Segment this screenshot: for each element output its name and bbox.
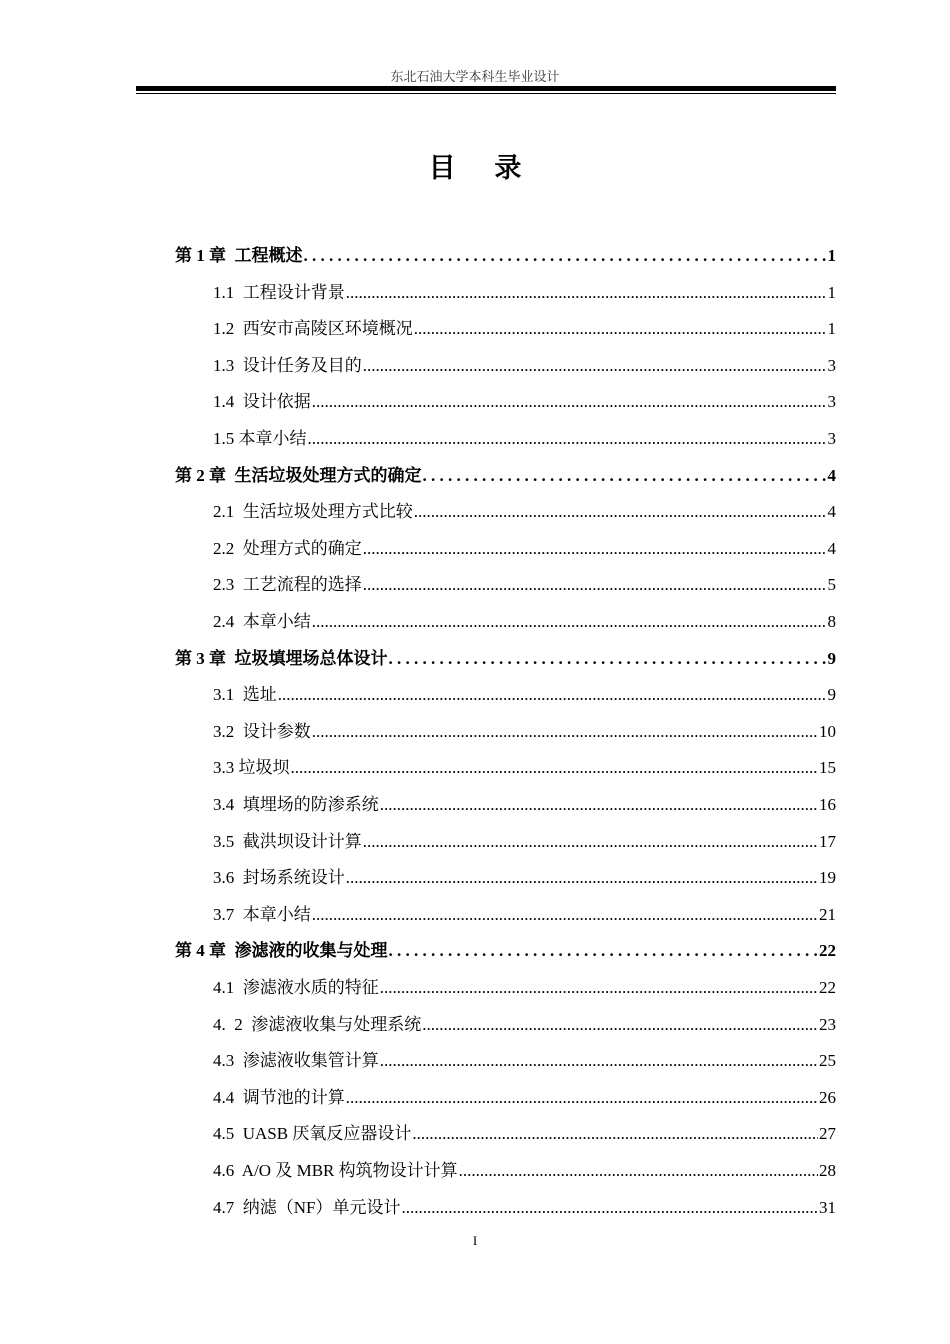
toc-entry-label: 4. 2 渗滤液收集与处理系统 — [213, 1014, 422, 1034]
toc-dot-leader — [401, 1195, 818, 1221]
toc-entry-page: 3 — [827, 392, 836, 412]
toc-dot-leader — [380, 975, 818, 1001]
toc-entry-page: 27 — [819, 1124, 836, 1144]
toc-section-entry[interactable] — [213, 792, 836, 818]
toc-section-entry[interactable] — [213, 755, 836, 781]
toc-entry-page: 31 — [819, 1197, 836, 1217]
toc-entry-page: 4 — [827, 538, 836, 558]
toc-entry-page: 22 — [819, 978, 836, 997]
toc-dot-leader — [346, 865, 818, 891]
toc-entry-page: 19 — [819, 868, 836, 888]
running-header: 东北石油大学本科生毕业设计 — [390, 69, 560, 84]
toc-section-entry[interactable] — [213, 280, 836, 306]
toc-section-entry[interactable] — [213, 1158, 836, 1184]
toc-entry-label: 第 1 章 工程概述 — [175, 246, 303, 265]
toc-section-entry[interactable] — [213, 499, 836, 525]
toc-chapter-entry[interactable] — [175, 243, 836, 269]
toc-dot-leader — [346, 1085, 818, 1111]
toc-section-entry[interactable] — [213, 609, 836, 635]
toc-entry-label: 3.3 垃圾坝 — [213, 758, 290, 778]
toc-entry-label: 2.3 工艺流程的选择 — [213, 575, 362, 595]
toc-dot-leader — [380, 1048, 818, 1074]
toc-dot-leader — [414, 316, 827, 342]
toc-section-entry[interactable] — [213, 572, 836, 598]
toc-dot-leader — [312, 719, 818, 745]
toc-section-entry[interactable] — [213, 1195, 836, 1221]
header-rule-thin — [136, 93, 836, 94]
toc-entry-page: 3 — [827, 429, 836, 448]
toc-entry-label: 1.2 西安市高陵区环境概况 — [213, 319, 413, 339]
toc-section-entry[interactable] — [213, 829, 836, 855]
toc-entry-page: 15 — [819, 758, 836, 778]
toc-entry-page: 4 — [827, 465, 836, 485]
toc-entry-page: 1 — [827, 246, 836, 265]
toc-entry-page: 26 — [819, 1087, 836, 1107]
toc-entry-page: 16 — [819, 795, 836, 814]
toc-dot-leader — [380, 792, 818, 818]
toc-entry-page: 28 — [819, 1161, 836, 1180]
toc-entry-page: 23 — [819, 1014, 836, 1034]
toc-section-entry[interactable] — [213, 536, 836, 562]
toc-dot-leader — [291, 755, 819, 781]
toc-dot-leader — [363, 536, 827, 562]
toc-entry-page: 1 — [827, 319, 836, 339]
toc-title: 目 录 — [428, 153, 538, 183]
toc-dot-leader — [412, 1121, 818, 1147]
toc-entry-page: 21 — [819, 904, 836, 924]
toc-section-entry[interactable] — [213, 975, 836, 1001]
toc-entry-page: 8 — [827, 612, 836, 631]
toc-entry-page: 9 — [827, 685, 836, 705]
toc-entry-label: 2.1 生活垃圾处理方式比较 — [213, 502, 413, 522]
toc-entry-label: 4.6 A/O 及 MBR 构筑物设计计算 — [213, 1161, 458, 1180]
toc-entry-label: 3.6 封场系统设计 — [213, 868, 345, 888]
toc-entry-page: 4 — [827, 502, 836, 522]
toc-section-entry[interactable] — [213, 389, 836, 415]
toc-dot-leader — [346, 280, 827, 306]
toc-chapter-entry[interactable] — [175, 938, 836, 964]
toc-dot-leader — [423, 463, 827, 489]
page-number: I — [472, 1233, 478, 1248]
header-rule-thick — [136, 86, 836, 91]
toc-section-entry[interactable] — [213, 719, 836, 745]
toc-section-entry[interactable] — [213, 1012, 836, 1038]
toc-dot-leader — [363, 572, 827, 598]
toc-section-entry[interactable] — [213, 316, 836, 342]
toc-chapter-entry[interactable] — [175, 646, 836, 672]
toc-entry-label: 1.4 设计依据 — [213, 392, 311, 412]
toc-entry-page: 9 — [827, 648, 836, 668]
toc-dot-leader — [459, 1158, 818, 1184]
toc-section-entry[interactable] — [213, 865, 836, 891]
toc-entry-page: 17 — [819, 831, 836, 851]
toc-dot-leader — [414, 499, 827, 525]
toc-section-entry[interactable] — [213, 1048, 836, 1074]
toc-dot-leader — [389, 646, 827, 672]
toc-entry-page: 10 — [819, 721, 836, 741]
toc-chapter-entry[interactable] — [175, 463, 836, 489]
toc-dot-leader — [312, 902, 818, 928]
toc-dot-leader — [363, 829, 818, 855]
toc-entry-page: 1 — [827, 282, 836, 302]
toc-entry-label: 3.4 填埋场的防渗系统 — [213, 795, 379, 814]
toc-entry-label: 3.1 选址 — [213, 685, 277, 705]
toc-dot-leader — [278, 682, 827, 708]
toc-entry-page: 5 — [827, 575, 836, 595]
toc-entry-label: 3.5 截洪坝设计计算 — [213, 831, 362, 851]
toc-entry-label: 1.1 工程设计背景 — [213, 282, 345, 302]
toc-entry-label: 4.1 渗滤液水质的特征 — [213, 978, 379, 997]
toc-dot-leader — [312, 609, 827, 635]
toc-entry-label: 2.4 本章小结 — [213, 612, 311, 631]
toc-entry-label: 4.5 UASB 厌氧反应器设计 — [213, 1124, 412, 1144]
toc-section-entry[interactable] — [213, 426, 836, 452]
toc-entry-label: 2.2 处理方式的确定 — [213, 538, 362, 558]
toc-entry-label: 4.7 纳滤（NF）单元设计 — [213, 1197, 401, 1217]
toc-dot-leader — [312, 389, 827, 415]
toc-section-entry[interactable] — [213, 353, 836, 379]
toc-entry-page: 25 — [819, 1051, 836, 1071]
toc-entry-label: 4.4 调节池的计算 — [213, 1087, 345, 1107]
toc-dot-leader — [304, 243, 827, 269]
toc-entry-page: 22 — [819, 941, 836, 961]
toc-entry-label: 4.3 渗滤液收集管计算 — [213, 1051, 379, 1071]
toc-dot-leader — [363, 353, 827, 379]
toc-dot-leader — [422, 1012, 818, 1038]
toc-entry-label: 第 3 章 垃圾填埋场总体设计 — [175, 648, 388, 668]
toc-entry-page: 3 — [827, 355, 836, 375]
toc-dot-leader — [308, 426, 827, 452]
toc-entry-label: 1.5 本章小结 — [213, 429, 307, 448]
toc-entry-label: 1.3 设计任务及目的 — [213, 355, 362, 375]
toc-section-entry[interactable] — [213, 902, 836, 928]
toc-entry-label: 第 4 章 渗滤液的收集与处理 — [175, 941, 388, 961]
toc-section-entry[interactable] — [213, 1085, 836, 1111]
toc-section-entry[interactable] — [213, 1121, 836, 1147]
toc-dot-leader — [389, 938, 819, 964]
toc-entry-label: 3.7 本章小结 — [213, 904, 311, 924]
toc-entry-label: 3.2 设计参数 — [213, 721, 311, 741]
toc-entry-label: 第 2 章 生活垃圾处理方式的确定 — [175, 465, 422, 485]
toc-section-entry[interactable] — [213, 682, 836, 708]
